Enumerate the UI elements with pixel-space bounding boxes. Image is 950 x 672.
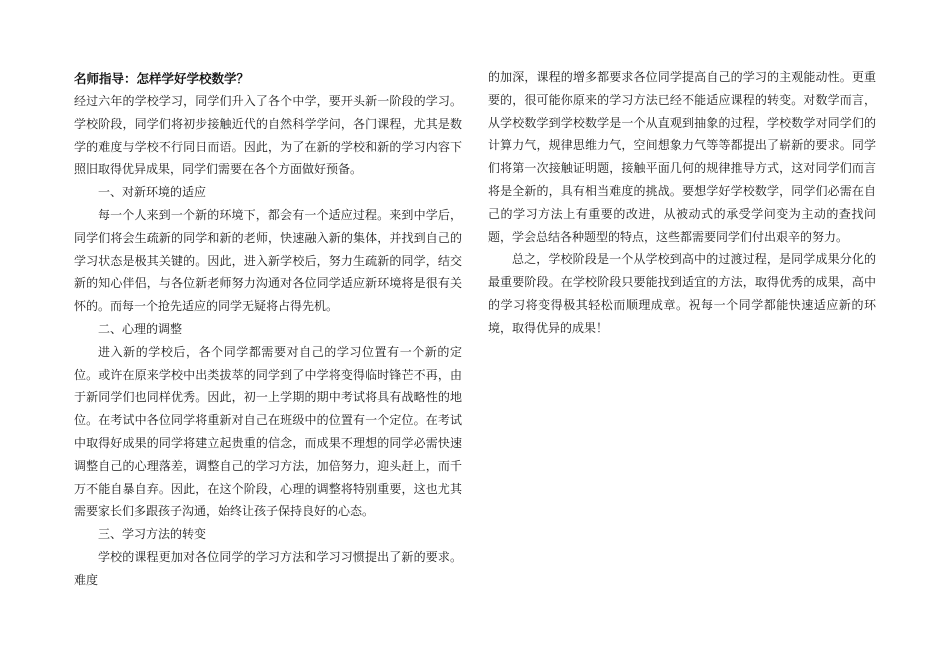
left-column <box>74 68 462 592</box>
right-column <box>488 66 876 340</box>
section-heading-psychology: 二、心理的调整 <box>98 321 183 336</box>
conclusion-paragraph: 总之，学校阶段是一个从学校到高中的过渡过程，是同学成果分化的最重要阶段。在学校阶段只要能找到适宜的方法，取得优秀的成果，高中的学习将变得极其轻松而顺理成章。祝每一个同学都能快速适应新的环境，取得优异的成果！ <box>488 252 876 335</box>
document-title: 名师指导：怎样学好学校数学？ <box>74 71 250 86</box>
section-body-method-part1: 学校的课程更加对各位同学的学习方法和学习习惯提出了新的要求。难度 <box>74 549 462 587</box>
intro-paragraph: 经过六年的学校学习，同学们升入了各个中学，要开头新一阶段的学习。学校阶段，同学们将初步接触近代的自然科学学问，各门课程，尤其是数学的难度与学校不行同日而语。因此，为了在新的学校和新的学习内容下照旧取得优异成果，同学们需要在各个方面做好预备。 <box>74 94 462 177</box>
section-heading-adaptation: 一、对新环境的适应 <box>98 185 207 200</box>
section-body-psychology: 进入新的学校后，各个同学都需要对自己的学习位置有一个新的定位。或许在原来学校中出类拔萃的同学到了中学将变得临时锋芒不再，由于新同学们也同样优秀。因此，初一上学期的期中考试将具有战略性的地位。在考试中各位同学将重新对自己在班级中的位置有一个定位。在考试中取得好成果的同学将建立起贵重的信念，而成果不理想的同学必需快速调整自己的心理落差，调整自己的学习方法，加倍努力，迎头赶上，而千万不能自暴自弃。因此，在这个阶段，心理的调整将特别重要，这也尤其需要家长们多跟孩子沟通，始终让孩子保持良好的心态。 <box>74 344 462 519</box>
section-heading-method: 三、学习方法的转变 <box>98 527 207 542</box>
section-body-method-part2: 的加深，课程的增多都要求各位同学提高自己的学习的主观能动性。更重要的，很可能你原来的学习方法已经不能适应课程的转变。对数学而言，从学校数学到学校数学是一个从直观到抽象的过程，学校数学对同学们的计算力气，规律思维力气，空间想象力气等等都提出了崭新的要求。同学们将第一次接触证明题，接触平面几何的规律推导方式，这对同学们而言将是全新的，具有相当难度的挑战。要想学好学校数学，同学们必需在自己的学习方法上有重要的改进，从被动式的承受学问变为主动的查找问题，学会总结各种题型的特点，这些都需要同学们付出艰辛的努力。 <box>488 70 876 244</box>
section-body-adaptation: 每一个人来到一个新的环境下，都会有一个适应过程。来到中学后，同学们将会生疏新的同学和新的老师，快速融入新的集体，并找到自己的学习状态是极其关键的。因此，进入新学校后，努力生疏新的同学，结交新的知心伴侣，与各位新老师努力沟通对各位同学适应新环境将是很有关怀的。而每一个抢先适应的同学无疑将占得先机。 <box>74 207 462 314</box>
